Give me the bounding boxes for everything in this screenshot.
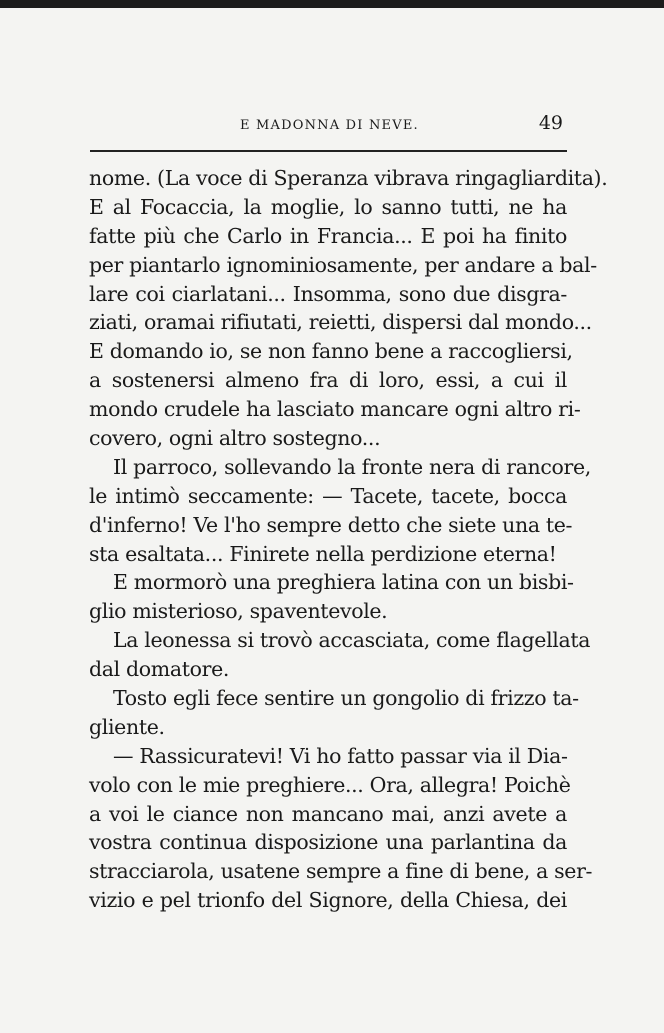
text-line: fatte più che Carlo in Francia... E poi ha finito xyxy=(89,223,567,248)
text-line: le intimò seccamente: — Tacete, tacete, bocca xyxy=(89,483,567,508)
text-line: glio misterioso, spaventevole. xyxy=(89,599,388,624)
text-line: dal domatore. xyxy=(89,657,230,682)
page-number: 49 xyxy=(538,112,563,134)
running-title: E MADONNA DI NEVE. xyxy=(240,118,419,133)
text-line: gliente. xyxy=(89,714,165,739)
text-line: nome. (La voce di Speranza vibrava ringagliardita). xyxy=(89,166,608,190)
text-line: covero, ogni altro sostegno... xyxy=(89,426,381,451)
text-line: sta esaltata... Finirete nella perdizione eterna! xyxy=(89,541,557,566)
body-text xyxy=(89,164,608,915)
text-line: a voi le ciance non mancano mai, anzi avete a xyxy=(89,801,567,826)
text-line: lare coi ciarlatani... Insomma, sono due disgra- xyxy=(89,281,567,306)
text-line: d'inferno! Ve l'ho sempre detto che siete una te- xyxy=(89,512,573,537)
text-line: La leonessa si trovò accasciata, come flagellata xyxy=(113,628,591,653)
text-line: Il parroco, sollevando la fronte nera di rancore, xyxy=(113,454,591,479)
text-line: Tosto egli fece sentire un gongolio di frizzo ta- xyxy=(113,686,579,711)
text-line: E mormorò una preghiera latina con un bisbi- xyxy=(113,570,574,595)
text-line: ziati, oramai rifiutati, reietti, dispersi dal mondo... xyxy=(89,310,592,335)
text-line: volo con le mie preghiere... Ora, allegra! Poichè xyxy=(89,772,571,797)
text-line: per piantarlo ignominiosamente, per andare a bal- xyxy=(89,252,597,277)
text-line: mondo crudele ha lasciato mancare ogni altro ri- xyxy=(89,397,581,422)
text-line: — Rassicuratevi! Vi ho fatto passar via il Dia- xyxy=(113,743,568,768)
text-line: a sostenersi almeno fra di loro, essi, a cui il xyxy=(89,368,567,393)
text-line: E domando io, se non fanno bene a raccogliersi, xyxy=(89,339,573,364)
header-rule xyxy=(90,150,567,152)
text-line: E al Focaccia, la moglie, lo sanno tutti, ne ha xyxy=(89,194,567,219)
text-line: stracciarola, usatene sempre a fine di bene, a ser- xyxy=(89,859,593,884)
text-line: vizio e pel trionfo del Signore, della Chiesa, dei xyxy=(89,888,567,913)
running-head xyxy=(90,112,570,142)
text-line: vostra continua disposizione una parlantina da xyxy=(89,830,567,855)
